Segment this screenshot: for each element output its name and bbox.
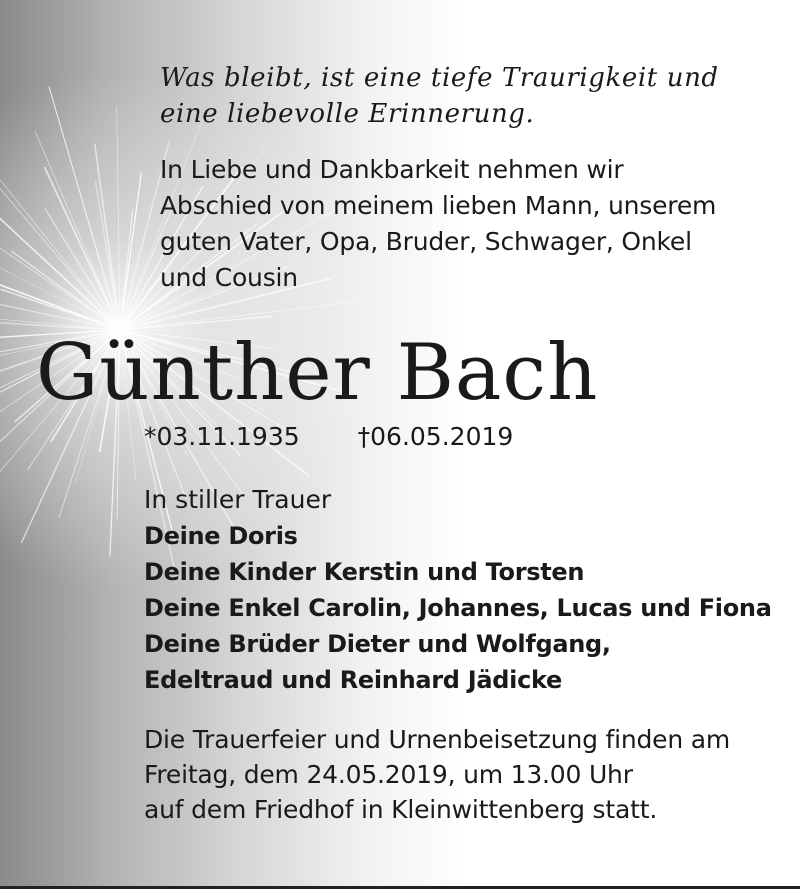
- service-line-1: Die Trauerfeier und Urnenbeisetzung finden am: [144, 725, 731, 754]
- intro-line-3: guten Vater, Opa, Bruder, Schwager, Onkel: [160, 227, 692, 256]
- intro-line-4: und Cousin: [160, 263, 298, 292]
- service-line-2: Freitag, dem 24.05.2019, um 13.00 Uhr: [144, 760, 633, 789]
- mourner-line: Deine Brüder Dieter und Wolfgang,: [144, 630, 611, 658]
- birth-date: *03.11.1935: [144, 422, 300, 451]
- life-dates: [144, 420, 513, 454]
- quote-line-2: eine liebevolle Erinnerung.: [160, 99, 535, 129]
- mourner-line: Deine Enkel Carolin, Johannes, Lucas und Fiona: [144, 594, 772, 622]
- mourner-line: Deine Doris: [144, 522, 298, 550]
- mourners-list: [144, 482, 772, 698]
- quote-line-1: Was bleibt, ist eine tiefe Traurigkeit und: [160, 63, 719, 93]
- death-date: †06.05.2019: [357, 422, 514, 451]
- mourner-line: Deine Kinder Kerstin und Torsten: [144, 558, 585, 586]
- intro-text: [160, 152, 716, 296]
- intro-line-2: Abschied von meinem lieben Mann, unserem: [160, 191, 717, 220]
- mourners-lead: In stiller Trauer: [144, 485, 332, 514]
- mourner-line: Edeltraud und Reinhard Jädicke: [144, 666, 562, 694]
- deceased-name: Günther Bach: [36, 328, 599, 418]
- intro-line-1: In Liebe und Dankbarkeit nehmen wir: [160, 155, 624, 184]
- service-line-3: auf dem Friedhof in Kleinwittenberg statt.: [144, 795, 658, 824]
- quote-text: [160, 60, 719, 132]
- service-info: [144, 722, 730, 827]
